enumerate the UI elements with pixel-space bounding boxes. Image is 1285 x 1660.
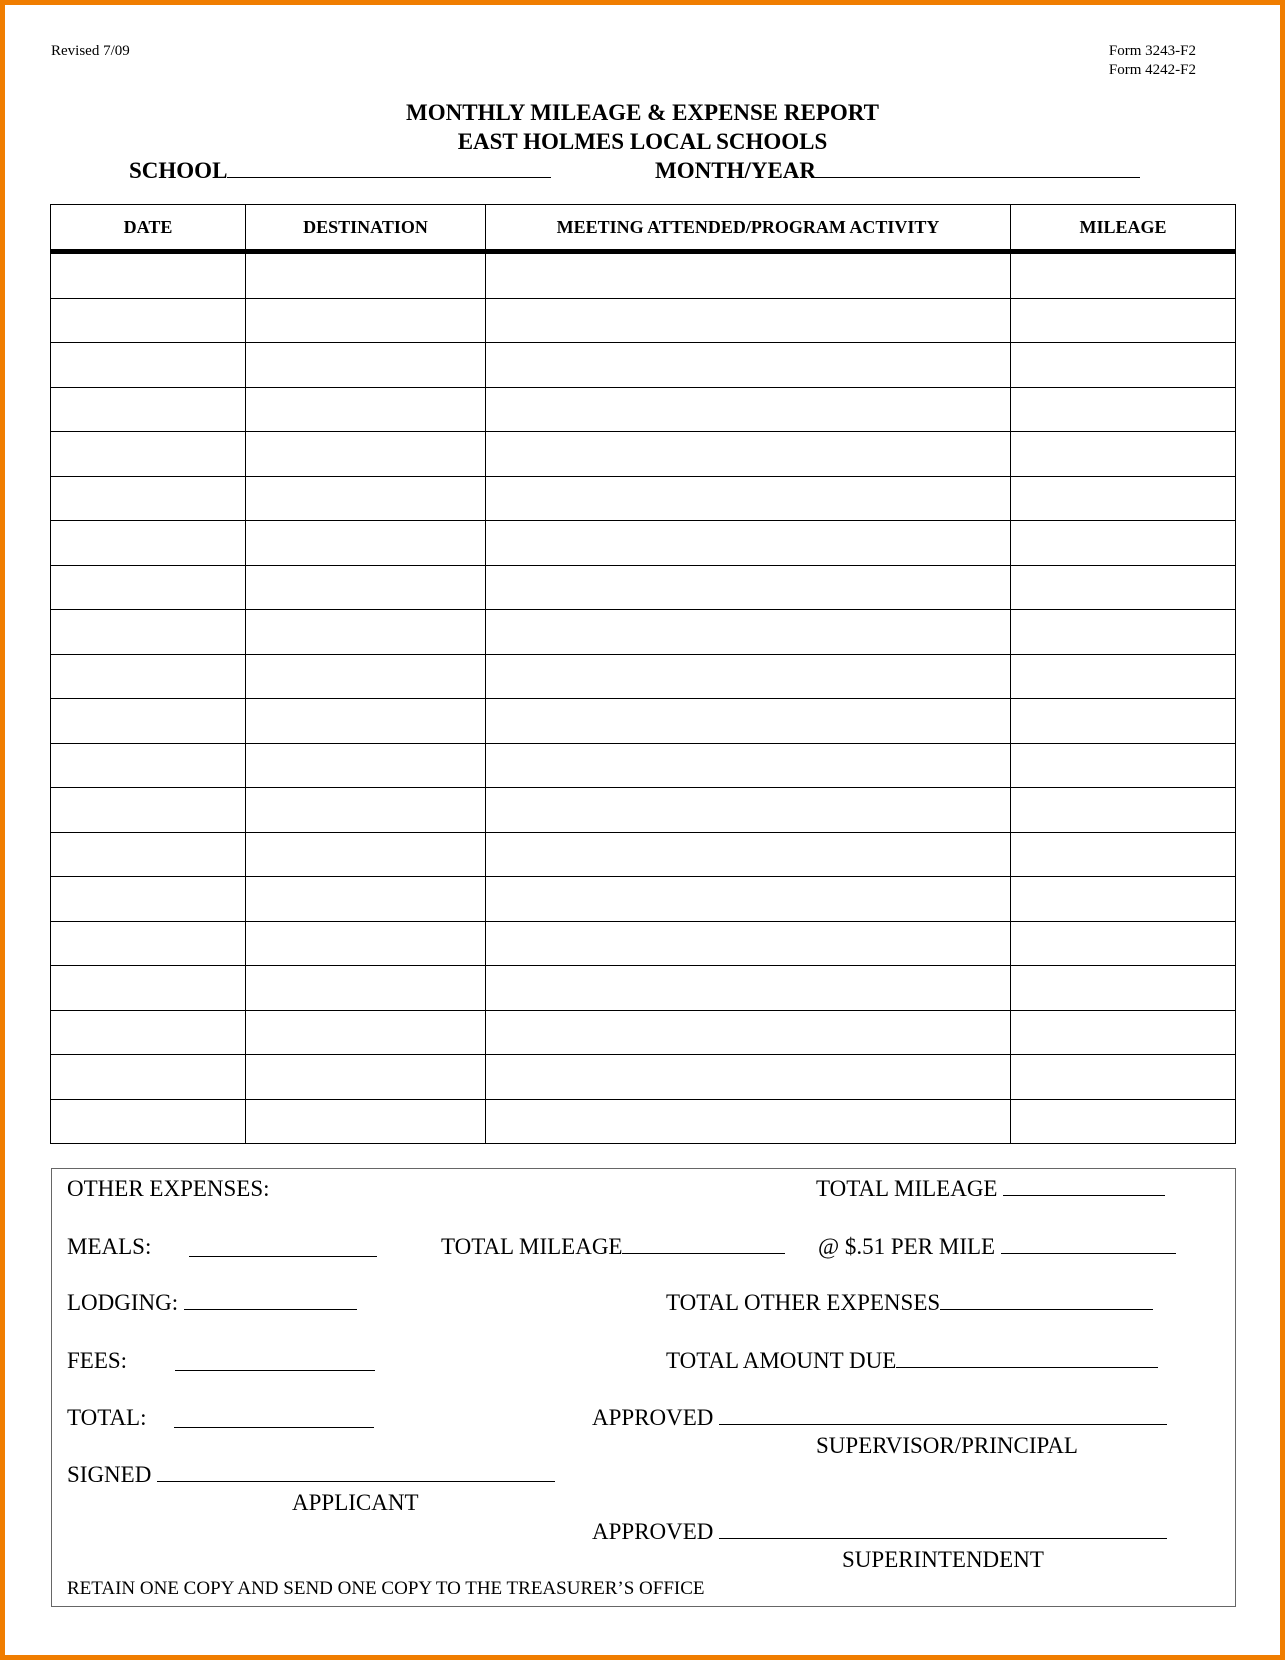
activity-cell[interactable] [486, 788, 1011, 833]
table-row [51, 832, 1236, 877]
mileage-cell[interactable] [1011, 1055, 1236, 1100]
destination-cell[interactable] [246, 521, 486, 566]
date-cell[interactable] [51, 387, 246, 432]
activity-cell[interactable] [486, 565, 1011, 610]
mileage-cell[interactable] [1011, 654, 1236, 699]
table-row [51, 565, 1236, 610]
supervisor-signature-line[interactable] [719, 1406, 1167, 1425]
month-year-field[interactable] [655, 158, 1140, 184]
other-expenses-label: OTHER EXPENSES: [67, 1176, 270, 1201]
mileage-cell[interactable] [1011, 252, 1236, 299]
date-cell[interactable] [51, 521, 246, 566]
destination-cell[interactable] [246, 343, 486, 388]
total-label: TOTAL: [67, 1405, 147, 1430]
destination-cell[interactable] [246, 877, 486, 922]
activity-cell[interactable] [486, 387, 1011, 432]
school-label: SCHOOL [129, 158, 228, 183]
mileage-table [50, 204, 1236, 1144]
activity-cell[interactable] [486, 654, 1011, 699]
mileage-cell[interactable] [1011, 788, 1236, 833]
date-cell[interactable] [51, 476, 246, 521]
date-cell[interactable] [51, 966, 246, 1011]
activity-cell[interactable] [486, 298, 1011, 343]
table-row [51, 921, 1236, 966]
table-row [51, 788, 1236, 833]
per-mile-field[interactable] [818, 1234, 1176, 1260]
mileage-cell[interactable] [1011, 966, 1236, 1011]
date-cell[interactable] [51, 565, 246, 610]
retain-copy-note: RETAIN ONE COPY AND SEND ONE COPY TO THE TREASURER’S OFFICE [67, 1578, 705, 1599]
report-title: MONTHLY MILEAGE & EXPENSE REPORT [406, 100, 879, 125]
total-other-expenses-input[interactable] [940, 1291, 1153, 1310]
fees-input[interactable] [175, 1352, 375, 1371]
mileage-cell[interactable] [1011, 699, 1236, 744]
total-mileage-field[interactable] [441, 1234, 785, 1260]
destination-cell[interactable] [246, 921, 486, 966]
date-cell[interactable] [51, 699, 246, 744]
superintendent-caption: SUPERINTENDENT [842, 1547, 1044, 1572]
lodging-input[interactable] [184, 1291, 357, 1310]
total-mileage-top-field[interactable] [816, 1176, 1165, 1202]
approved-label-2: APPROVED [592, 1519, 714, 1544]
table-row [51, 699, 1236, 744]
total-amount-due-field[interactable] [666, 1348, 1158, 1374]
applicant-signature-line[interactable] [157, 1463, 555, 1482]
activity-cell[interactable] [486, 921, 1011, 966]
per-mile-input[interactable] [1001, 1235, 1176, 1254]
activity-cell[interactable] [486, 743, 1011, 788]
mileage-cell[interactable] [1011, 743, 1236, 788]
activity-cell[interactable] [486, 343, 1011, 388]
date-cell[interactable] [51, 610, 246, 655]
table-row [51, 877, 1236, 922]
date-cell[interactable] [51, 343, 246, 388]
date-cell[interactable] [51, 252, 246, 299]
mileage-cell[interactable] [1011, 1010, 1236, 1055]
date-cell[interactable] [51, 832, 246, 877]
column-header-date: DATE [51, 205, 246, 252]
total-mileage-top-label: TOTAL MILEAGE [816, 1176, 998, 1201]
meals-label: MEALS: [67, 1234, 152, 1259]
table-row [51, 1010, 1236, 1055]
form-number-2: Form 4242-F2 [1108, 62, 1196, 78]
activity-cell[interactable] [486, 476, 1011, 521]
mileage-cell[interactable] [1011, 298, 1236, 343]
date-cell[interactable] [51, 921, 246, 966]
per-mile-label: @ $.51 PER MILE [818, 1234, 996, 1259]
approved-superintendent-field[interactable] [592, 1519, 1167, 1545]
destination-cell[interactable] [246, 387, 486, 432]
table-row [51, 966, 1236, 1011]
mileage-cell[interactable] [1011, 521, 1236, 566]
date-cell[interactable] [51, 788, 246, 833]
destination-cell[interactable] [246, 610, 486, 655]
mileage-cell[interactable] [1011, 832, 1236, 877]
destination-cell[interactable] [246, 654, 486, 699]
activity-cell[interactable] [486, 966, 1011, 1011]
column-header-activity: MEETING ATTENDED/PROGRAM ACTIVITY [486, 205, 1011, 252]
table-row [51, 743, 1236, 788]
total-amount-due-input[interactable] [896, 1349, 1158, 1368]
meals-input[interactable] [189, 1238, 377, 1257]
total-mileage-label: TOTAL MILEAGE [441, 1234, 623, 1259]
date-cell[interactable] [51, 298, 246, 343]
school-field[interactable] [129, 158, 551, 184]
destination-cell[interactable] [246, 252, 486, 299]
activity-cell[interactable] [486, 521, 1011, 566]
table-row [51, 1055, 1236, 1100]
total-amount-due-label: TOTAL AMOUNT DUE [666, 1348, 897, 1373]
month-year-input[interactable] [816, 159, 1140, 178]
lodging-label: LODGING: [67, 1290, 179, 1315]
activity-cell[interactable] [486, 1010, 1011, 1055]
total-mileage-input[interactable] [622, 1235, 785, 1254]
mileage-cell[interactable] [1011, 343, 1236, 388]
destination-cell[interactable] [246, 565, 486, 610]
signed-label: SIGNED [67, 1462, 152, 1487]
signed-field[interactable] [67, 1462, 555, 1488]
destination-cell[interactable] [246, 1055, 486, 1100]
total-mileage-top-input[interactable] [1003, 1177, 1165, 1196]
table-row [51, 298, 1236, 343]
date-cell[interactable] [51, 877, 246, 922]
month-year-label: MONTH/YEAR [655, 158, 816, 183]
table-row [51, 1099, 1236, 1144]
mileage-cell[interactable] [1011, 610, 1236, 655]
supervisor-principal-caption: SUPERVISOR/PRINCIPAL [816, 1433, 1078, 1458]
total-other-expenses-field[interactable] [666, 1290, 1153, 1316]
date-cell[interactable] [51, 1010, 246, 1055]
mileage-cell[interactable] [1011, 1099, 1236, 1144]
district-name: EAST HOLMES LOCAL SCHOOLS [457, 129, 828, 154]
form-number-1: Form 3243-F2 [1108, 43, 1196, 59]
destination-cell[interactable] [246, 699, 486, 744]
destination-cell[interactable] [246, 743, 486, 788]
destination-cell[interactable] [246, 832, 486, 877]
activity-cell[interactable] [486, 432, 1011, 477]
destination-cell[interactable] [246, 1010, 486, 1055]
activity-cell[interactable] [486, 1099, 1011, 1144]
activity-cell[interactable] [486, 877, 1011, 922]
destination-cell[interactable] [246, 298, 486, 343]
table-row [51, 432, 1236, 477]
table-row [51, 343, 1236, 388]
column-header-mileage: MILEAGE [1011, 205, 1236, 252]
activity-cell[interactable] [486, 610, 1011, 655]
table-row [51, 387, 1236, 432]
destination-cell[interactable] [246, 476, 486, 521]
lodging-field[interactable] [67, 1290, 357, 1316]
activity-cell[interactable] [486, 832, 1011, 877]
mileage-cell[interactable] [1011, 387, 1236, 432]
table-row [51, 252, 1236, 299]
applicant-caption: APPLICANT [292, 1490, 419, 1515]
date-cell[interactable] [51, 432, 246, 477]
date-cell[interactable] [51, 1055, 246, 1100]
total-other-expenses-label: TOTAL OTHER EXPENSES [666, 1290, 941, 1315]
mileage-cell[interactable] [1011, 921, 1236, 966]
table-row [51, 521, 1236, 566]
fees-label: FEES: [67, 1348, 128, 1373]
destination-cell[interactable] [246, 432, 486, 477]
superintendent-signature-line[interactable] [719, 1520, 1167, 1539]
table-row [51, 654, 1236, 699]
approved-supervisor-field[interactable] [592, 1405, 1167, 1431]
activity-cell[interactable] [486, 699, 1011, 744]
mileage-cell[interactable] [1011, 565, 1236, 610]
total-input[interactable] [174, 1409, 374, 1428]
column-header-destination: DESTINATION [246, 205, 486, 252]
date-cell[interactable] [51, 1099, 246, 1144]
destination-cell[interactable] [246, 966, 486, 1011]
destination-cell[interactable] [246, 788, 486, 833]
table-row [51, 610, 1236, 655]
mileage-cell[interactable] [1011, 476, 1236, 521]
mileage-cell[interactable] [1011, 877, 1236, 922]
approved-label-1: APPROVED [592, 1405, 714, 1430]
date-cell[interactable] [51, 654, 246, 699]
activity-cell[interactable] [486, 1055, 1011, 1100]
table-row [51, 476, 1236, 521]
destination-cell[interactable] [246, 1099, 486, 1144]
revised-date: Revised 7/09 [51, 43, 130, 59]
mileage-cell[interactable] [1011, 432, 1236, 477]
school-input[interactable] [227, 159, 551, 178]
activity-cell[interactable] [486, 252, 1011, 299]
date-cell[interactable] [51, 743, 246, 788]
